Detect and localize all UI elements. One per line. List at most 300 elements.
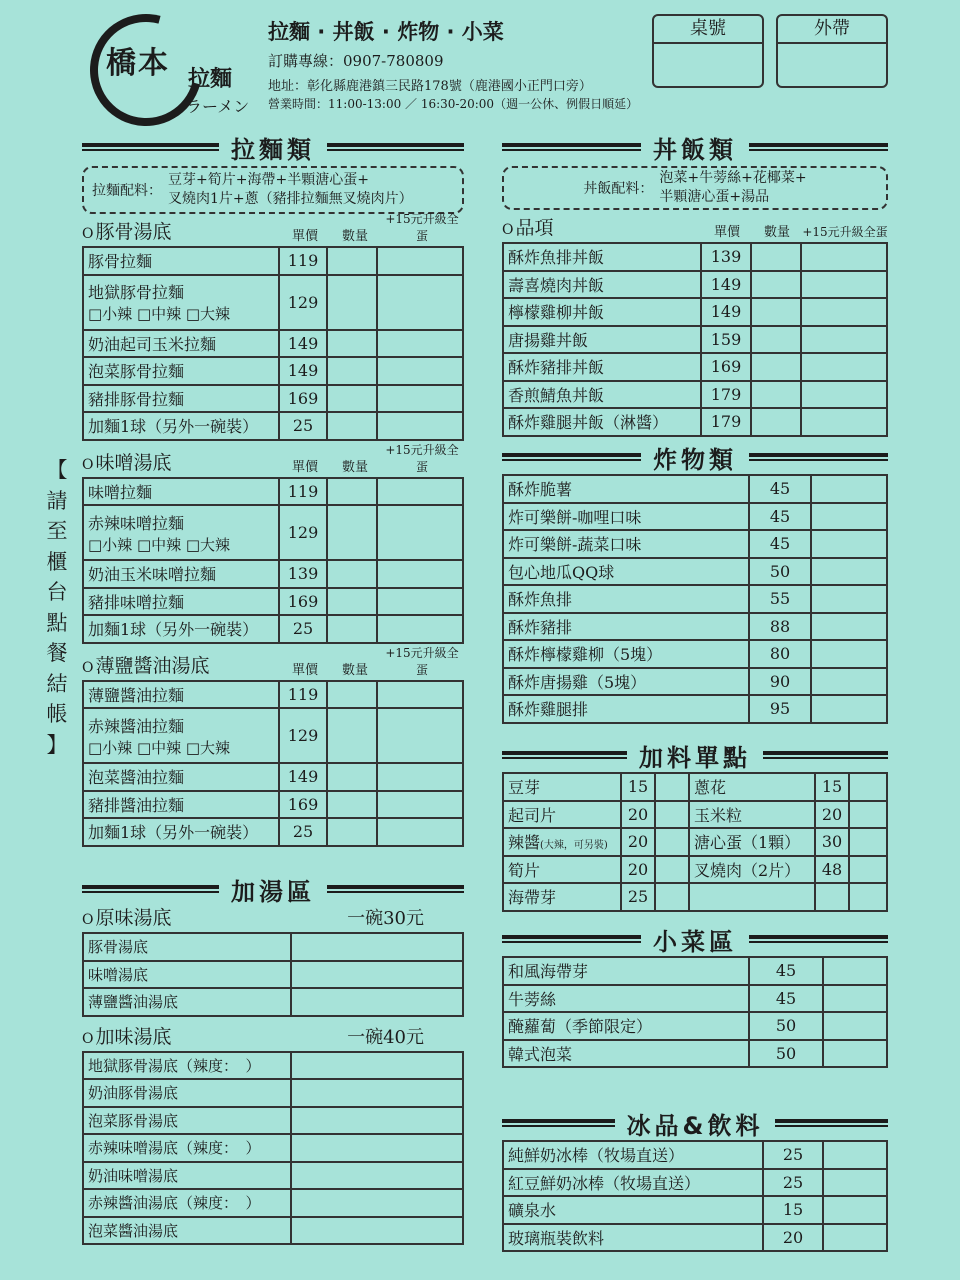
upgrade-cell[interactable] (377, 505, 463, 560)
qty-cell[interactable] (327, 505, 377, 560)
upgrade-cell[interactable] (801, 408, 887, 436)
item-price: 95 (749, 695, 811, 723)
qty-cell[interactable] (751, 326, 801, 354)
upgrade-cell[interactable] (377, 588, 463, 616)
logo-ramen: 拉麵 (188, 66, 233, 92)
menu-row (83, 357, 463, 385)
item-price: 50 (749, 1012, 823, 1040)
qty-cell[interactable] (823, 1012, 887, 1040)
qty-cell[interactable] (327, 763, 377, 791)
item-price: 50 (749, 1040, 823, 1068)
side-note (44, 455, 70, 760)
addon-price: 15 (815, 773, 849, 801)
soup-row (83, 1189, 463, 1217)
menu-row (503, 558, 887, 586)
upgrade-cell[interactable] (377, 412, 463, 440)
addon-price: 20 (621, 856, 655, 884)
soup-title: 加湯區 (82, 874, 464, 904)
qty-cell[interactable] (655, 801, 689, 829)
menu-row (83, 763, 463, 791)
item-name: 奶油玉米味噌拉麵 (83, 560, 279, 588)
drinks-table (502, 1140, 888, 1252)
item-name: 酥炸唐揚雞（5塊） (503, 668, 749, 696)
soup-name: 奶油豚骨湯底 (83, 1079, 291, 1107)
soup-name: 奶油味噌湯底 (83, 1162, 291, 1190)
soup-section (82, 874, 464, 1245)
donburi-title: 丼飯類 (502, 132, 888, 162)
soup-row (83, 1162, 463, 1190)
item-name: 豚骨拉麵 (83, 247, 279, 275)
qty-cell[interactable] (291, 1134, 463, 1162)
qty-cell[interactable] (327, 588, 377, 616)
addon-price: 15 (621, 773, 655, 801)
restaurant-logo (84, 10, 264, 120)
soup-row (83, 933, 463, 961)
fried-title: 炸物類 (502, 442, 888, 472)
menu-row (503, 298, 887, 326)
price-col-head: 單價 (713, 225, 740, 240)
qty-cell[interactable] (751, 243, 801, 271)
qty-cell[interactable] (327, 818, 377, 846)
price-col-head: 單價 (291, 459, 318, 475)
addon-price: 20 (621, 828, 655, 856)
qty-cell[interactable] (291, 1189, 463, 1217)
item-name: 赤辣醬油拉麵 □小辣 □中辣 □大辣 (83, 708, 279, 763)
qty-cell[interactable] (823, 1224, 887, 1252)
side-note-char: 點 (46, 610, 68, 635)
table-number-box[interactable] (652, 14, 764, 88)
addon-note: (大辣，可另裝) (540, 840, 608, 852)
qty-cell[interactable] (327, 247, 377, 275)
sides-table (502, 956, 888, 1068)
upgrade-cell[interactable] (377, 763, 463, 791)
item-price: 45 (749, 475, 811, 503)
addon-name: 起司片 (503, 801, 621, 829)
soup-name: 泡菜豚骨湯底 (83, 1107, 291, 1135)
tonkotsu-table (82, 246, 464, 441)
order-phone: 訂購專線：0907-780809 (268, 52, 444, 70)
addon-row (503, 856, 887, 884)
qty-cell[interactable] (291, 988, 463, 1016)
menu-row (83, 412, 463, 440)
item-name: 酥炸檸檬雞柳（5塊） (503, 640, 749, 668)
menu-row (503, 957, 887, 985)
qty-col-head: 數量 (763, 225, 790, 240)
flav-soup-header: O 加味湯底 一碗40元 (82, 1025, 424, 1048)
miso-header: O 味噌湯底 單價 數量 +15元升級全蛋 (82, 449, 464, 475)
item-price: 149 (701, 298, 751, 326)
qty-cell[interactable] (291, 1079, 463, 1107)
qty-cell[interactable] (655, 883, 689, 911)
spice-options[interactable]: □小辣 □中辣 □大辣 (88, 535, 231, 554)
qty-cell[interactable] (327, 708, 377, 763)
menu-row (503, 585, 887, 613)
qty-cell[interactable] (849, 828, 887, 856)
item-name: 赤辣味噌拉麵 □小辣 □中辣 □大辣 (83, 505, 279, 560)
soup-row (83, 1079, 463, 1107)
item-name: 玻璃瓶裝飲料 (503, 1224, 763, 1252)
menu-row (503, 613, 887, 641)
addons-table (502, 772, 888, 912)
qty-col-head: 數量 (341, 459, 368, 475)
addon-row (503, 801, 887, 829)
upgrade-col-head: +15元升級全蛋 (385, 212, 459, 243)
soup-name: 泡菜醬油湯底 (83, 1217, 291, 1245)
menu-row (503, 353, 887, 381)
qty-cell[interactable] (327, 357, 377, 385)
addon-name: 叉燒肉（2片） (689, 856, 815, 884)
addon-name: 辣醬(大辣，可另裝) (503, 828, 621, 856)
upgrade-cell[interactable] (377, 818, 463, 846)
menu-row (83, 275, 463, 330)
menu-row (83, 588, 463, 616)
item-price: 179 (701, 408, 751, 436)
menu-row (83, 330, 463, 358)
qty-cell[interactable] (849, 856, 887, 884)
qty-cell[interactable] (811, 475, 887, 503)
menu-row (83, 478, 463, 506)
upgrade-cell[interactable] (801, 298, 887, 326)
qty-cell[interactable] (823, 985, 887, 1013)
item-price: 45 (749, 985, 823, 1013)
item-name: 酥炸魚排丼飯 (503, 243, 701, 271)
sides-section (502, 924, 888, 1068)
soup-name: 豚骨湯底 (83, 933, 291, 961)
addon-price: 48 (815, 856, 849, 884)
menu-row (83, 681, 463, 709)
item-name: 奶油起司玉米拉麵 (83, 330, 279, 358)
upgrade-cell[interactable] (377, 708, 463, 763)
upgrade-cell[interactable] (801, 353, 887, 381)
qty-cell[interactable] (655, 856, 689, 884)
qty-cell[interactable] (655, 773, 689, 801)
upgrade-cell[interactable] (801, 243, 887, 271)
side-note-char: 結 (46, 671, 68, 696)
item-price: 149 (279, 357, 327, 385)
item-name: 豬排味噌拉麵 (83, 588, 279, 616)
menu-row (503, 695, 887, 723)
qty-cell[interactable] (823, 957, 887, 985)
soup-row (83, 1217, 463, 1245)
menu-row (83, 818, 463, 846)
addon-price (815, 883, 849, 911)
menu-row (83, 505, 463, 560)
item-price: 25 (279, 818, 327, 846)
qty-cell[interactable] (751, 408, 801, 436)
price-col-head: 單價 (291, 662, 318, 678)
addon-price: 20 (815, 801, 849, 829)
item-name: 酥炸雞腿丼飯（淋醬） (503, 408, 701, 436)
soup-name: 赤辣味噌湯底（辣度： ） (83, 1134, 291, 1162)
item-name: 加麵1球（另外一碗裝） (83, 615, 279, 643)
business-hours: 營業時間：11:00-13:00 ／ 16:30-20:00（週一公休、例假日順延） (268, 97, 639, 111)
soup-name: 地獄豚骨湯底（辣度： ） (83, 1052, 291, 1080)
item-price: 169 (279, 385, 327, 413)
takeout-label: 外帶 (778, 16, 886, 44)
qty-cell[interactable] (811, 613, 887, 641)
qty-cell[interactable] (327, 412, 377, 440)
item-price: 25 (279, 412, 327, 440)
upgrade-cell[interactable] (377, 247, 463, 275)
item-name: 壽喜燒肉丼飯 (503, 271, 701, 299)
menu-row (83, 385, 463, 413)
addon-row (503, 828, 887, 856)
orig-soup-table (82, 932, 464, 1017)
addon-name: 海帶芽 (503, 883, 621, 911)
qty-cell[interactable] (291, 961, 463, 989)
qty-cell[interactable] (291, 1217, 463, 1245)
qty-cell[interactable] (811, 640, 887, 668)
qty-cell[interactable] (823, 1040, 887, 1068)
side-note-char: 櫃 (46, 549, 68, 574)
item-price: 55 (749, 585, 811, 613)
item-name: 炸可樂餅-咖哩口味 (503, 503, 749, 531)
menu-row (83, 560, 463, 588)
item-price: 119 (279, 247, 327, 275)
item-price: 149 (279, 330, 327, 358)
addon-name: 溏心蛋（1顆） (689, 828, 815, 856)
item-name: 豬排豚骨拉麵 (83, 385, 279, 413)
menu-row (503, 503, 887, 531)
menu-row (503, 530, 887, 558)
table-number-label: 桌號 (654, 16, 762, 44)
takeout-box[interactable] (776, 14, 888, 88)
flav-soup-table (82, 1051, 464, 1246)
item-price: 129 (279, 708, 327, 763)
qty-cell[interactable] (823, 1196, 887, 1224)
upgrade-cell[interactable] (377, 615, 463, 643)
addons-title: 加料單點 (502, 740, 888, 770)
item-price: 20 (763, 1224, 823, 1252)
side-note-char: 【 (46, 458, 68, 482)
item-price: 25 (763, 1141, 823, 1169)
item-name: 包心地瓜QQ球 (503, 558, 749, 586)
upgrade-cell[interactable] (377, 560, 463, 588)
spice-options[interactable]: □小辣 □中辣 □大辣 (88, 305, 231, 323)
item-name: 唐揚雞丼飯 (503, 326, 701, 354)
fried-section (502, 442, 888, 724)
soup-row (83, 1107, 463, 1135)
qty-cell[interactable] (823, 1169, 887, 1197)
qty-cell[interactable] (751, 381, 801, 409)
qty-col-head: 數量 (341, 662, 368, 678)
item-price: 50 (749, 558, 811, 586)
qty-cell[interactable] (291, 1107, 463, 1135)
menu-row (503, 475, 887, 503)
item-name: 香煎鯖魚丼飯 (503, 381, 701, 409)
menu-row (503, 1040, 887, 1068)
upgrade-col-head: +15元升級全蛋 (802, 225, 888, 239)
item-name: 豬排醬油拉麵 (83, 791, 279, 819)
item-name: 酥炸脆薯 (503, 475, 749, 503)
item-name: 酥炸豬排丼飯 (503, 353, 701, 381)
tonkotsu-header: O 豚骨湯底 單價 數量 +15元升級全蛋 (82, 218, 464, 244)
item-name: 加麵1球（另外一碗裝） (83, 818, 279, 846)
soup-name: 味噌湯底 (83, 961, 291, 989)
soup-row (83, 1134, 463, 1162)
price-col-head: 單價 (291, 229, 318, 244)
item-name: 醃蘿蔔（季節限定） (503, 1012, 749, 1040)
item-name: 礦泉水 (503, 1196, 763, 1224)
qty-cell[interactable] (849, 773, 887, 801)
qty-cell[interactable] (823, 1141, 887, 1169)
addon-price: 20 (621, 801, 655, 829)
soup-row (83, 1052, 463, 1080)
qty-cell[interactable] (811, 558, 887, 586)
logo-name: 橋本 (106, 46, 170, 81)
item-price: 25 (763, 1169, 823, 1197)
addon-price: 30 (815, 828, 849, 856)
addon-row (503, 883, 887, 911)
item-name: 味噌拉麵 (83, 478, 279, 506)
menu-row (83, 708, 463, 763)
menu-row (503, 243, 887, 271)
donburi-table (502, 242, 888, 437)
qty-cell[interactable] (655, 828, 689, 856)
spice-options[interactable]: □小辣 □中辣 □大辣 (88, 738, 231, 757)
item-name: 紅豆鮮奶冰棒（牧場直送） (503, 1169, 763, 1197)
sides-title: 小菜區 (502, 924, 888, 954)
qty-cell[interactable] (751, 298, 801, 326)
menu-row (503, 1141, 887, 1169)
donburi-header: O 品項 單價 數量 +15元升級全蛋 (502, 217, 888, 240)
item-price: 25 (279, 615, 327, 643)
item-price: 45 (749, 530, 811, 558)
menu-row (503, 408, 887, 436)
qty-col-head: 數量 (341, 229, 368, 244)
upgrade-col-head: +15元升級全蛋 (385, 442, 459, 474)
qty-cell[interactable] (291, 1162, 463, 1190)
qty-cell[interactable] (291, 933, 463, 961)
addon-price: 25 (621, 883, 655, 911)
side-note-char: 餐 (46, 641, 68, 665)
qty-cell[interactable] (849, 883, 887, 911)
item-price: 129 (279, 505, 327, 560)
item-price: 139 (701, 243, 751, 271)
menu-row (503, 1224, 887, 1252)
miso-table (82, 477, 464, 644)
item-price: 88 (749, 613, 811, 641)
qty-cell[interactable] (327, 385, 377, 413)
drinks-section (502, 1108, 888, 1252)
menu-row (503, 381, 887, 409)
qty-cell[interactable] (327, 275, 377, 330)
soup-name: 薄鹽醬油湯底 (83, 988, 291, 1016)
qty-cell[interactable] (327, 681, 377, 709)
upgrade-cell[interactable] (801, 326, 887, 354)
fried-table (502, 474, 888, 724)
item-name: 薄鹽醬油拉麵 (83, 681, 279, 709)
upgrade-cell[interactable] (377, 791, 463, 819)
item-price: 169 (279, 791, 327, 819)
soup-row (83, 988, 463, 1016)
upgrade-cell[interactable] (377, 357, 463, 385)
item-price: 129 (279, 275, 327, 330)
upgrade-cell[interactable] (377, 385, 463, 413)
item-name: 檸檬雞柳丼飯 (503, 298, 701, 326)
menu-row (503, 1012, 887, 1040)
item-price: 169 (279, 588, 327, 616)
item-price: 149 (279, 763, 327, 791)
item-name: 酥炸魚排 (503, 585, 749, 613)
item-name: 泡菜醬油拉麵 (83, 763, 279, 791)
menu-row (503, 1196, 887, 1224)
logo-kana: ラーメン (186, 97, 250, 116)
item-name: 炸可樂餅-蔬菜口味 (503, 530, 749, 558)
item-price: 90 (749, 668, 811, 696)
qty-cell[interactable] (811, 585, 887, 613)
qty-cell[interactable] (327, 615, 377, 643)
qty-cell[interactable] (751, 271, 801, 299)
upgrade-cell[interactable] (377, 681, 463, 709)
menu-row (83, 615, 463, 643)
addon-name: 筍片 (503, 856, 621, 884)
menu-row (83, 791, 463, 819)
item-price: 139 (279, 560, 327, 588)
addon-name: 蔥花 (689, 773, 815, 801)
menu-row (503, 326, 887, 354)
upgrade-col-head: +15元升級全蛋 (385, 645, 459, 677)
side-note-char: 請 (46, 488, 68, 513)
qty-cell[interactable] (811, 530, 887, 558)
upgrade-cell[interactable] (377, 275, 463, 330)
qty-cell[interactable] (291, 1052, 463, 1080)
qty-cell[interactable] (327, 330, 377, 358)
side-note-char: 至 (46, 519, 68, 543)
item-price: 119 (279, 478, 327, 506)
item-price: 119 (279, 681, 327, 709)
soup-row (83, 961, 463, 989)
shoyu-header: O 薄鹽醬油湯底 單價 數量 +15元升級全蛋 (82, 652, 464, 678)
orig-soup-header: O 原味湯底 一碗30元 (82, 907, 424, 929)
ramen-section (82, 132, 464, 847)
side-note-char: 台 (46, 580, 68, 604)
menu-categories: 拉麵 · 丼飯 · 炸物 · 小菜 (268, 20, 504, 44)
upgrade-cell[interactable] (377, 330, 463, 358)
qty-cell[interactable] (811, 503, 887, 531)
item-price: 149 (701, 271, 751, 299)
address: 地址：彰化縣鹿港鎮三民路178號（鹿港國小正門口旁） (268, 79, 592, 94)
item-name: 泡菜豚骨拉麵 (83, 357, 279, 385)
upgrade-cell[interactable] (801, 381, 887, 409)
item-name: 牛蒡絲 (503, 985, 749, 1013)
qty-cell[interactable] (811, 668, 887, 696)
menu-row (503, 1169, 887, 1197)
soup-name: 赤辣醬油湯底（辣度： ） (83, 1189, 291, 1217)
qty-cell[interactable] (751, 353, 801, 381)
qty-cell[interactable] (327, 791, 377, 819)
upgrade-cell[interactable] (377, 478, 463, 506)
item-price: 15 (763, 1196, 823, 1224)
qty-cell[interactable] (327, 560, 377, 588)
ramen-ingredients: 拉麵配料： 豆芽+筍片+海帶+半顆溏心蛋+ 叉燒肉1片+蔥（豬排拉麵無叉燒肉片） (82, 166, 464, 214)
item-price: 80 (749, 640, 811, 668)
qty-cell[interactable] (327, 478, 377, 506)
addon-name (689, 883, 815, 911)
item-price: 179 (701, 381, 751, 409)
addon-name: 豆芽 (503, 773, 621, 801)
side-note-char: 帳 (46, 702, 68, 726)
item-price: 45 (749, 503, 811, 531)
item-name: 韓式泡菜 (503, 1040, 749, 1068)
menu-row (503, 271, 887, 299)
qty-cell[interactable] (849, 801, 887, 829)
upgrade-cell[interactable] (801, 271, 887, 299)
item-price: 159 (701, 326, 751, 354)
menu-row (503, 640, 887, 668)
item-name: 加麵1球（另外一碗裝） (83, 412, 279, 440)
qty-cell[interactable] (811, 695, 887, 723)
